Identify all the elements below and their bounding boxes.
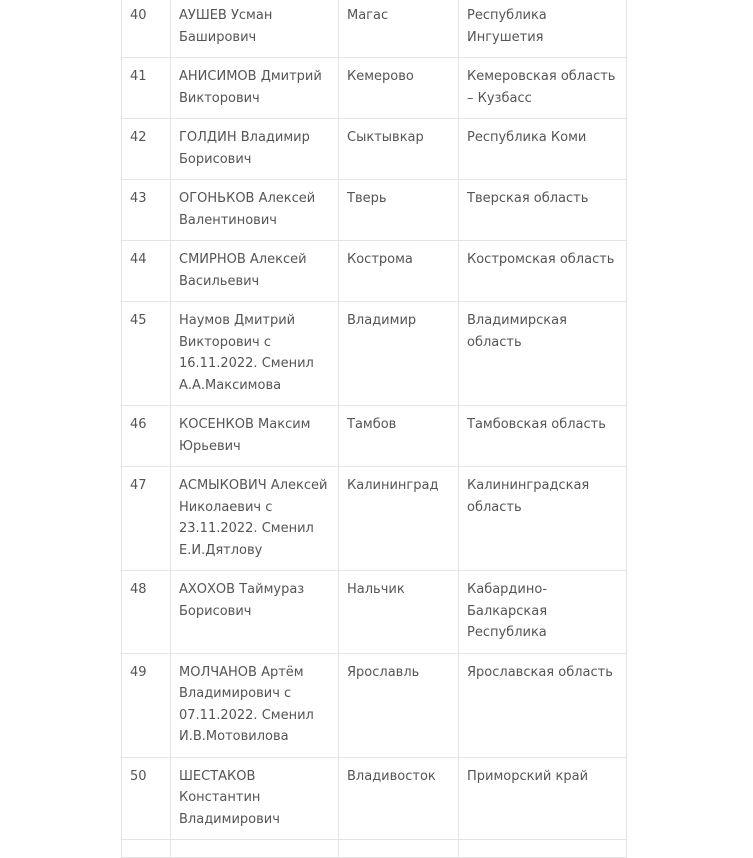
table-row	[122, 406, 627, 467]
city-cell: Владивосток	[339, 757, 459, 840]
region-cell: Кабардино-Балкарская Республика	[459, 571, 627, 654]
region-cell: Калининградская область	[459, 467, 627, 571]
person-name: ШЕСТАКОВ Константин Владимирович	[171, 757, 339, 840]
row-number: 44	[122, 241, 171, 302]
person-name: МОЛЧАНОВ Артём Владимирович с 07.11.2022. Сменил И.В.Мотовилова	[171, 653, 339, 757]
city-cell: Кемерово	[339, 58, 459, 119]
person-name: ОГОНЬКОВ Алексей Валентинович	[171, 180, 339, 241]
city-cell: Тверь	[339, 180, 459, 241]
region-cell: Республика Коми	[459, 119, 627, 180]
table-row	[122, 840, 627, 858]
city-cell: Нальчик	[339, 571, 459, 654]
city-cell: Кострома	[339, 241, 459, 302]
person-name: КОСЕНКОВ Максим Юрьевич	[171, 406, 339, 467]
table-row	[122, 241, 627, 302]
table-row	[122, 58, 627, 119]
city-cell: Ярославль	[339, 653, 459, 757]
city-cell: Магас	[339, 0, 459, 58]
row-number: 48	[122, 571, 171, 654]
table-row	[122, 302, 627, 406]
row-number: 42	[122, 119, 171, 180]
region-cell: Тамбовская область	[459, 406, 627, 467]
person-name: АХОХОВ Таймураз Борисович	[171, 571, 339, 654]
person-name: АУШЕВ Усман Баширович	[171, 0, 339, 58]
city-cell: Владимир	[339, 302, 459, 406]
region-cell: Ярославская область	[459, 653, 627, 757]
table-row	[122, 119, 627, 180]
row-number: 46	[122, 406, 171, 467]
person-name: ГОЛДИН Владимир Борисович	[171, 119, 339, 180]
officials-table	[121, 0, 627, 858]
person-name	[171, 840, 339, 858]
city-cell: Калининград	[339, 467, 459, 571]
region-cell: Тверская область	[459, 180, 627, 241]
city-cell	[339, 840, 459, 858]
person-name: АНИСИМОВ Дмитрий Викторович	[171, 58, 339, 119]
table-row	[122, 467, 627, 571]
table-row	[122, 757, 627, 840]
table-row	[122, 653, 627, 757]
row-number: 47	[122, 467, 171, 571]
region-cell: Костромская область	[459, 241, 627, 302]
region-cell: Владимирская область	[459, 302, 627, 406]
city-cell: Сыктывкар	[339, 119, 459, 180]
row-number: 40	[122, 0, 171, 58]
city-cell: Тамбов	[339, 406, 459, 467]
region-cell: Республика Ингушетия	[459, 0, 627, 58]
region-cell: Кемеровская область – Кузбасс	[459, 58, 627, 119]
table-row	[122, 0, 627, 58]
row-number: 49	[122, 653, 171, 757]
row-number: 45	[122, 302, 171, 406]
row-number	[122, 840, 171, 858]
region-cell: Приморский край	[459, 757, 627, 840]
person-name: Наумов Дмитрий Викторович с 16.11.2022. Сменил А.А.Максимова	[171, 302, 339, 406]
row-number: 50	[122, 757, 171, 840]
table-row	[122, 571, 627, 654]
table-row	[122, 180, 627, 241]
row-number: 43	[122, 180, 171, 241]
region-cell	[459, 840, 627, 858]
row-number: 41	[122, 58, 171, 119]
person-name: АСМЫКОВИЧ Алексей Николаевич с 23.11.2022. Сменил Е.И.Дятлову	[171, 467, 339, 571]
person-name: СМИРНОВ Алексей Васильевич	[171, 241, 339, 302]
